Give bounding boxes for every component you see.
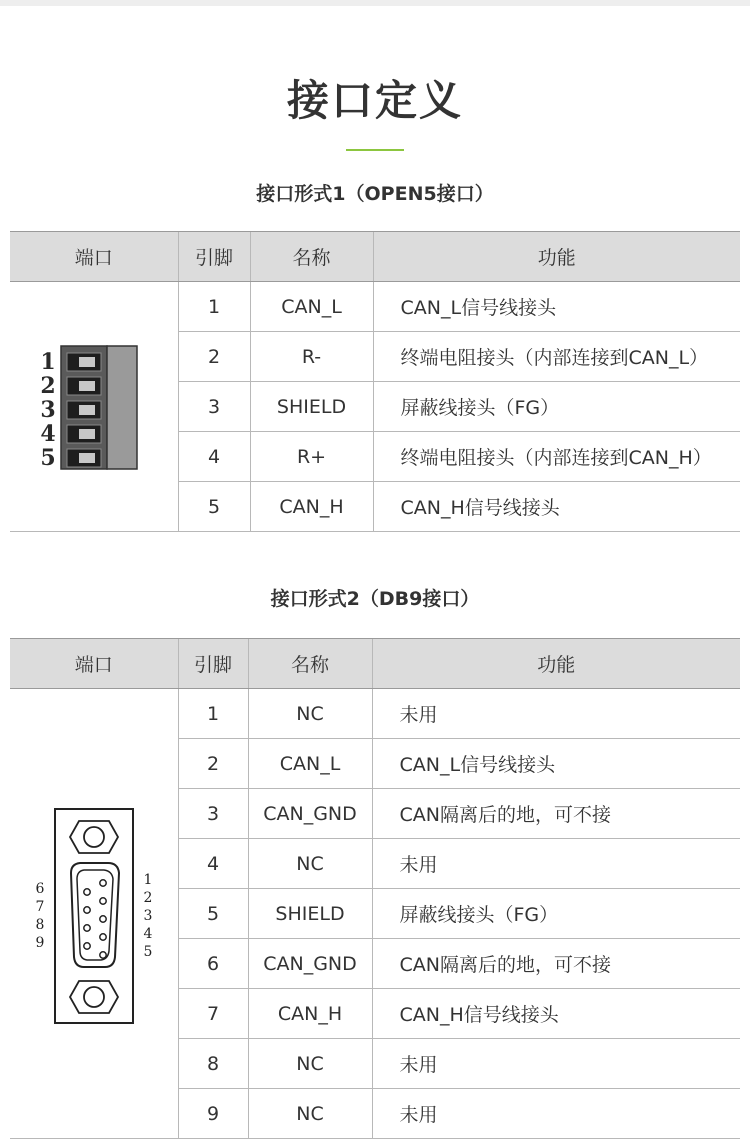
function-cell: CAN_H信号线接头	[372, 989, 740, 1039]
function-cell: 未用	[372, 1089, 740, 1139]
open5-terminal-block-icon	[34, 342, 154, 472]
name-cell: R-	[250, 332, 373, 382]
db9-pin-table	[10, 638, 740, 1139]
function-cell: 未用	[372, 689, 740, 739]
name-cell: CAN_L	[250, 282, 373, 332]
pin-cell: 5	[178, 889, 248, 939]
name-cell: R+	[250, 432, 373, 482]
pin-cell: 7	[178, 989, 248, 1039]
connector-label: 4	[40, 420, 56, 447]
function-cell: 屏蔽线接头（FG）	[372, 889, 740, 939]
name-cell: NC	[248, 839, 372, 889]
connector-label: 4	[143, 925, 153, 942]
title-accent-line	[346, 149, 404, 151]
table-row	[10, 689, 740, 739]
header-function: 功能	[372, 639, 740, 689]
connector-label: 1	[143, 871, 153, 888]
pin-cell: 3	[178, 789, 248, 839]
table-header-row	[10, 232, 740, 282]
connector-label: 2	[40, 372, 56, 399]
function-cell: 未用	[372, 1039, 740, 1089]
name-cell: SHIELD	[248, 889, 372, 939]
connector-label: 5	[143, 943, 153, 960]
connector-label: 3	[143, 907, 153, 924]
name-cell: CAN_GND	[248, 789, 372, 839]
name-cell: CAN_H	[248, 989, 372, 1039]
connector-label: 6	[35, 880, 45, 897]
port-cell	[10, 689, 178, 1139]
function-cell: CAN_L信号线接头	[372, 739, 740, 789]
function-cell: 终端电阻接头（内部连接到CAN_L）	[373, 332, 740, 382]
connector-label: 7	[35, 898, 45, 915]
connector-label: 9	[35, 934, 45, 951]
connector-label: 5	[40, 444, 56, 471]
header-name: 名称	[248, 639, 372, 689]
name-cell: CAN_H	[250, 482, 373, 532]
name-cell: CAN_GND	[248, 939, 372, 989]
pin-cell: 3	[178, 382, 250, 432]
pin-cell: 1	[178, 689, 248, 739]
connector-label: 3	[40, 396, 56, 423]
function-cell: CAN隔离后的地，可不接	[372, 939, 740, 989]
function-cell: 终端电阻接头（内部连接到CAN_H）	[373, 432, 740, 482]
name-cell: CAN_L	[248, 739, 372, 789]
section1-title: 接口形式1（OPEN5接口）	[256, 183, 494, 205]
header-function: 功能	[373, 232, 740, 282]
function-cell: 屏蔽线接头（FG）	[373, 382, 740, 432]
connector-label: 1	[40, 348, 56, 375]
pin-cell: 6	[178, 939, 248, 989]
function-cell: 未用	[372, 839, 740, 889]
name-cell: NC	[248, 1089, 372, 1139]
header-port: 端口	[10, 639, 178, 689]
pin-cell: 8	[178, 1039, 248, 1089]
header-port: 端口	[10, 232, 178, 282]
header-pin: 引脚	[178, 232, 250, 282]
open5-pin-table	[10, 231, 740, 532]
pin-cell: 2	[178, 739, 248, 789]
name-cell: NC	[248, 689, 372, 739]
function-cell: CAN_H信号线接头	[373, 482, 740, 532]
table-row	[10, 282, 740, 332]
pin-cell: 1	[178, 282, 250, 332]
header-name: 名称	[250, 232, 373, 282]
page-title: 接口定义	[286, 76, 463, 125]
pin-cell: 4	[178, 839, 248, 889]
header-pin: 引脚	[178, 639, 248, 689]
pin-cell: 2	[178, 332, 250, 382]
function-cell: CAN_L信号线接头	[373, 282, 740, 332]
top-divider-bar	[0, 0, 750, 6]
connector-label: 2	[143, 889, 153, 906]
pin-cell: 4	[178, 432, 250, 482]
function-cell: CAN隔离后的地，可不接	[372, 789, 740, 839]
name-cell: NC	[248, 1039, 372, 1089]
table-header-row	[10, 639, 740, 689]
connector-label: 8	[35, 916, 45, 933]
name-cell: SHIELD	[250, 382, 373, 432]
pin-cell: 9	[178, 1089, 248, 1139]
section2-title: 接口形式2（DB9接口）	[270, 588, 480, 610]
pin-cell: 5	[178, 482, 250, 532]
db9-connector-icon	[24, 801, 164, 1027]
port-cell	[10, 282, 178, 532]
